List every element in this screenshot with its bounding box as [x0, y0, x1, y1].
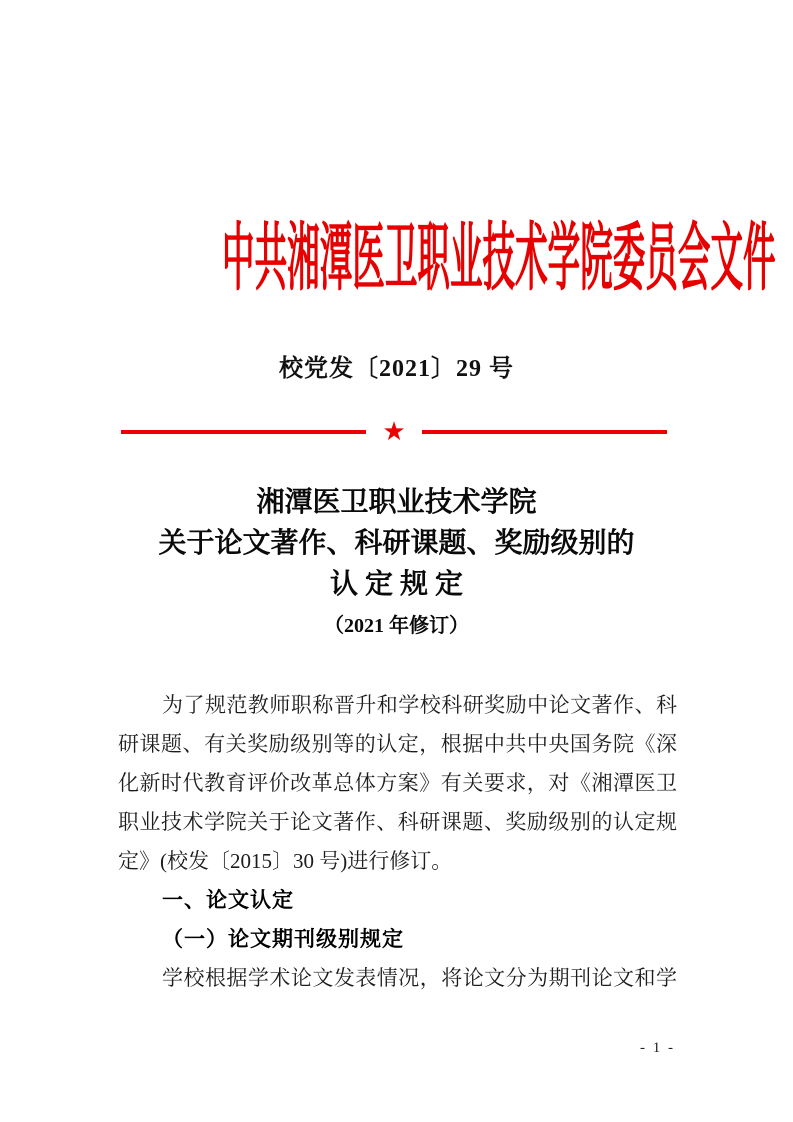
red-divider: [121, 419, 667, 445]
red-header-org-title: 中共湘潭医卫职业技术学院委员会文件: [222, 218, 776, 300]
document-title-line-3: 认 定 规 定: [329, 569, 463, 600]
star-icon: ★: [382, 417, 406, 446]
document-body: [118, 686, 677, 998]
body-line: 职业技术学院关于论文著作、科研课题、奖励级别的认定规: [118, 810, 677, 834]
body-line: 学校根据学术论文发表情况，将论文分为期刊论文和学: [162, 966, 677, 990]
document-title: [0, 482, 793, 605]
divider-line-left: [121, 430, 366, 434]
body-line: 为了规范教师职称晋升和学校科研奖励中论文著作、科: [162, 693, 677, 717]
document-title-line-1: 湘潭医卫职业技术学院: [256, 487, 537, 518]
revision-note: （2021 年修订）: [324, 615, 469, 637]
divider-line-right: [422, 430, 667, 434]
subsection-heading-qikan-jibie: （一）论文期刊级别规定: [162, 927, 404, 951]
document-number: 校党发〔2021〕29 号: [279, 356, 514, 382]
page-number: - 1 -: [640, 1040, 675, 1056]
body-line: 化新时代教育评价改革总体方案》有关要求，对《湘潭医卫: [118, 771, 677, 795]
section-heading-lunwen-rending: 一、论文认定: [162, 889, 294, 912]
document-title-line-2: 关于论文著作、科研课题、奖励级别的: [158, 528, 635, 559]
body-line: 研课题、有关奖励级别等的认定，根据中共中央国务院《深: [118, 732, 677, 756]
body-line: 定》(校发〔2015〕30 号)进行修订。: [118, 849, 453, 873]
